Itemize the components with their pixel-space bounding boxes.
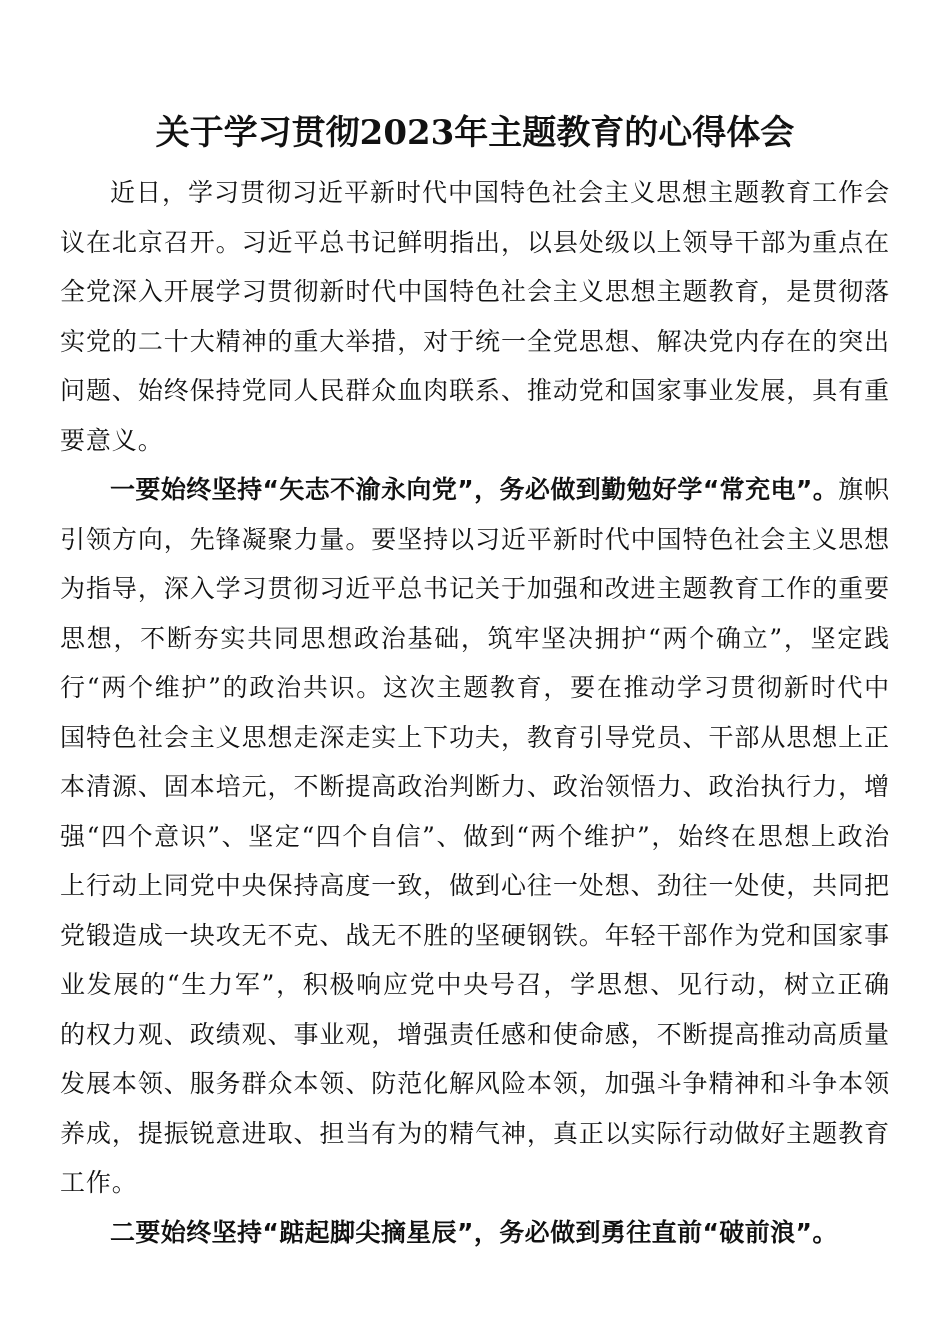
paragraph-text: 近日，学习贯彻习近平新时代中国特色社会主义思想主题教育工作会议在北京召开。习近平总书记鲜明指出，以县处级以上领导干部为重点在全党深入开展学习贯彻新时代中国特色社会主义思想主题教育，是贯彻落实党的二十大精神的重大举措，对于统一全党思想、解决党内存在的突出问题、始终保持党同人民群众血肉联系、推动党和国家事业发展，具有重要意义。 <box>60 178 890 455</box>
paragraph-point-two <box>60 1208 890 1258</box>
paragraph-point-one <box>60 465 890 1208</box>
paragraph-heading: 一要始终坚持“矢志不渝永向党”，务必做到勤勉好学“常充电”。 <box>110 475 839 504</box>
document-title: 关于学习贯彻2023年主题教育的心得体会 <box>155 112 795 153</box>
paragraph-heading: 二要始终坚持“踮起脚尖摘星辰”，务必做到勇往直前“破前浪”。 <box>110 1217 838 1247</box>
paragraph-text: 旗帜引领方向，先锋凝聚力量。要坚持以习近平新时代中国特色社会主义思想为指导，深入学习贯彻习近平总书记关于加强和改进主题教育工作的重要思想，不断夯实共同思想政治基础，筑牢坚决拥护“两个确立”，坚定践行“两个维护”的政治共识。这次主题教育，要在推动学习贯彻新时代中国特色社会主义思想走深走实上下功夫，教育引导党员、干部从思想上正本清源、固本培元，不断提高政治判断力、政治领悟力、政治执行力，增强“四个意识”、坚定“四个自信”、做到“两个维护”，始终在思想上政治上行动上同党中央保持高度一致，做到心往一处想、劲往一处使，共同把党锻造成一块攻无不克、战无不胜的坚硬钢铁。年轻干部作为党和国家事业发展的“生力军”，积极响应党中央号召，学思想、见行动，树立正确的权力观、政绩观、事业观，增强责任感和使命感，不断提高推动高质量发展本领、服务群众本领、防范化解风险本领，加强斗争精神和斗争本领养成，提振锐意进取、担当有为的精气神，真正以实际行动做好主题教育工作。 <box>60 475 890 1197</box>
document-body <box>60 168 890 1257</box>
paragraph-intro <box>60 168 890 465</box>
